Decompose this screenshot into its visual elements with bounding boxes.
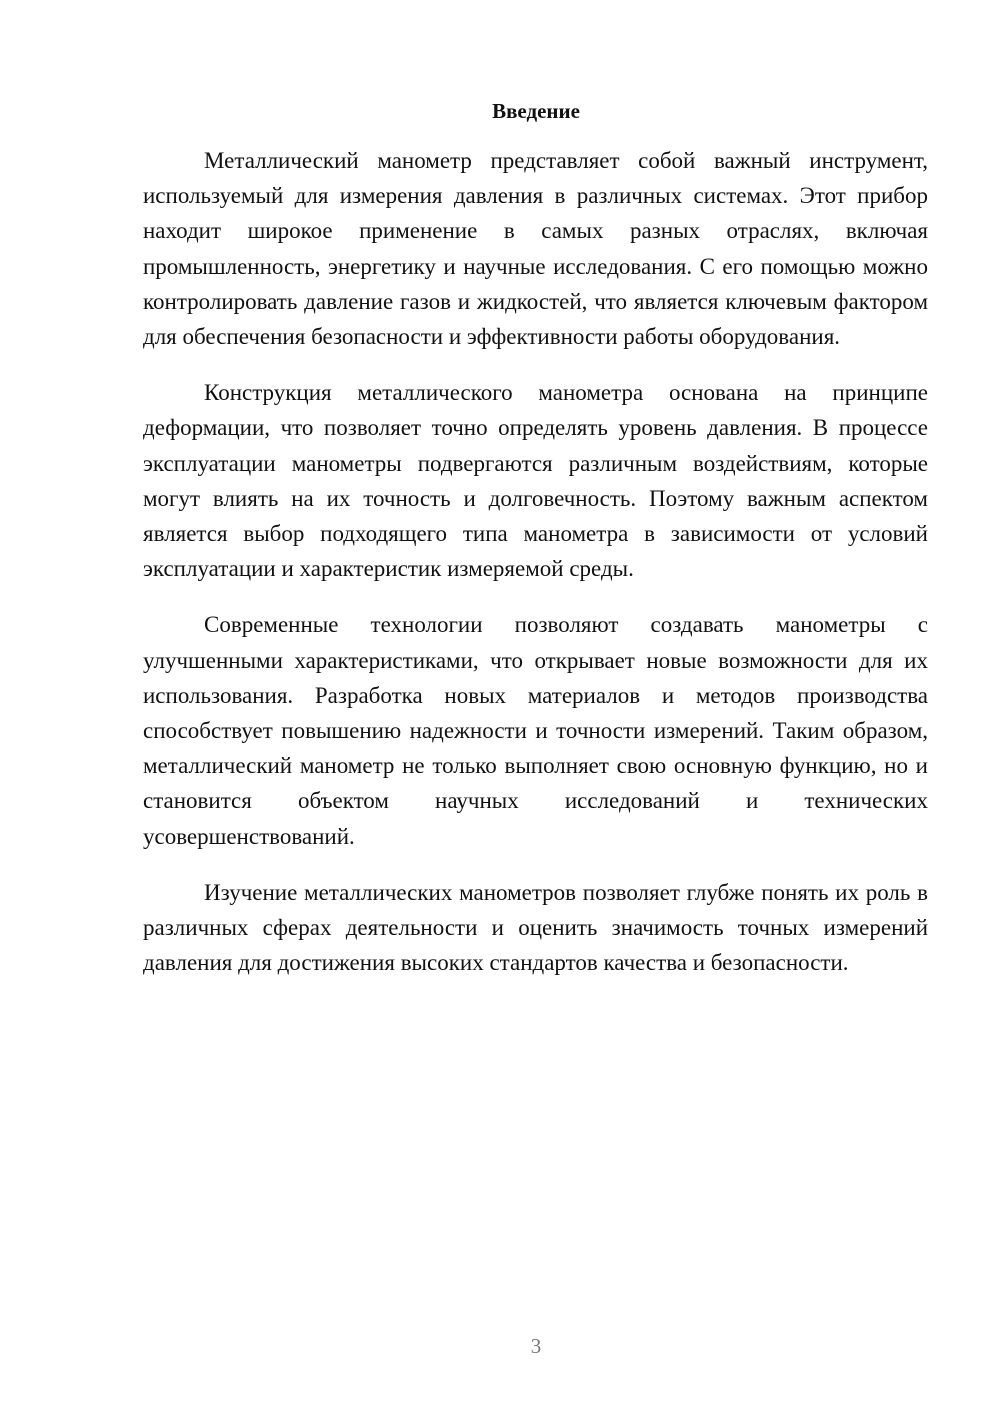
paragraph-3: Современные технологии позволяют создавать манометры с улучшенными характеристиками, что открывает новые возможности для их использования. Разработка новых материалов и методов производства способствует повышению надежности и точности измерений. Таким образом, металлический манометр не только выполняет свою основную функцию, но и становится объектом научных исследований и технических усовершенствований. xyxy=(143,612,928,849)
body-text xyxy=(143,143,928,1001)
page-number: 3 xyxy=(530,1334,542,1358)
paragraph-1: Металлический манометр представляет собой важный инструмент, используемый для измерения давления в различных системах. Этот прибор находит широкое применение в самых разных отраслях, включая промышленность, энергетику и научные исследования. С его помощью можно контролировать давление газов и жидкостей, что является ключевым фактором для обеспечения безопасности и эффективности работы оборудования. xyxy=(143,148,928,350)
section-title: Введение xyxy=(492,99,580,123)
paragraph-4: Изучение металлических манометров позволяет глубже понять их роль в различных сферах деятельности и оценить значимость точных измерений давления для достижения высоких стандартов качества и безопасности. xyxy=(143,879,928,976)
paragraph-2: Конструкция металлического манометра основана на принципе деформации, что позволяет точно определять уровень давления. В процессе эксплуатации манометры подвергаются различным воздействиям, которые могут влиять на их точность и долговечность. Поэтому важным аспектом является выбор подходящего типа манометра в зависимости от условий эксплуатации и характеристик измеряемой среды. xyxy=(143,380,928,582)
